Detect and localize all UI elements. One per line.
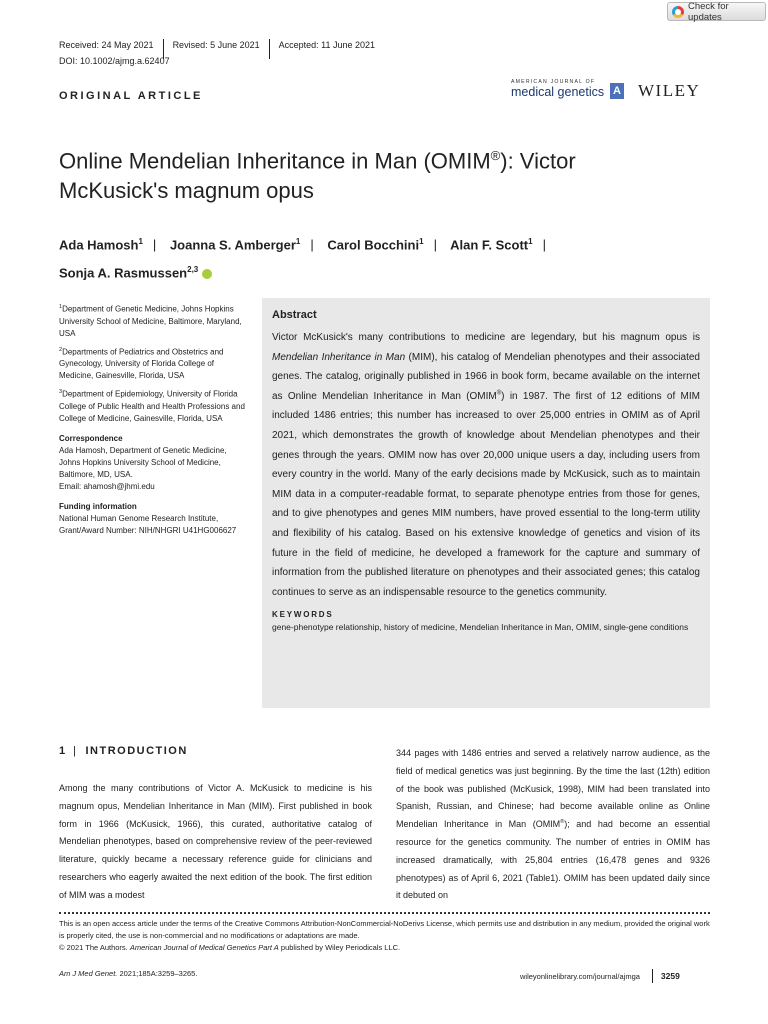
page-separator	[652, 969, 653, 983]
funding-text: National Human Genome Research Institute, Grant/Award Number: NIH/NHGRI U41HG006627	[59, 513, 237, 535]
journal-logo-top: AMERICAN JOURNAL OF	[511, 79, 596, 85]
title-registered-mark: ®	[490, 148, 501, 163]
orcid-icon[interactable]	[202, 269, 212, 279]
page-footer	[520, 969, 680, 983]
affiliation	[59, 344, 247, 383]
abstract-registered-mark: ®	[496, 390, 502, 397]
intro-column-1: Among the many contributions of Victor A. McKusick to medicine is his magnum opus, Mendelian Inheritance in Man (MIM). First published in book form in 1966 (McKusick, 1966), this curated, authoritative catalog of Mendelian phenotypes, based on comprehensive review of the peer-reviewed literature, quickly became a necessary reference guide for clinicians and researchers who eagerly awaited the next edition of the book. The first edition of MIM was a modest	[59, 783, 372, 900]
journal-part-badge: A	[610, 83, 624, 99]
journal-url[interactable]: wileyonlinelibrary.com/journal/ajmga	[520, 971, 640, 981]
affiliation	[59, 386, 247, 425]
abstract-text-part: ) in 1987. The first of 12 editions of MIM included 1486 entries; this number has increased to over 25,000 entries in OMIM as of April 2021, which demonstrates the growth of knowledge about Mendelian phenotypes and their genes through the years. OMIM now has over 20,000 unique users a day, including users from every country in the world. Many of the early decisions made by McKusick, such as to maintain MIM data in a computer-readable format, to separate phenotype entries from those for genes, and to give phenotypes and genes MIM numbers, have proved essential to the long-term utility and flexibility of his catalog. Based on his extensive knowledge of genetics and vision of its future in the field of medicine, he developed a framework for the capture and summary of information from the published literature on phenotypes and their associated genes; this catalog continues to serve as an indispensable resource to the genetics community.	[272, 390, 700, 598]
article-title	[59, 141, 699, 206]
author-name[interactable]: Ada Hamosh	[59, 237, 139, 253]
affiliation-text: Departments of Pediatrics and Obstetrics and Gynecology, University of Florida College of Medicine, Gainesville, Florida, USA	[59, 347, 224, 381]
author-affiliation: 1	[528, 237, 533, 246]
citation-details: 2021;185A:3259–3265.	[117, 969, 198, 978]
article-sidebar	[59, 301, 247, 541]
title-line1-after: ): Victor	[500, 148, 576, 174]
correspondence-text: Ada Hamosh, Department of Genetic Medicine, Johns Hopkins University School of Medicine, Baltimore, MD, USA.	[59, 445, 227, 479]
author-affiliation: 1	[138, 237, 143, 246]
page-number: 3259	[660, 971, 680, 981]
crossmark-icon	[672, 6, 684, 18]
affiliation-number: 3	[59, 389, 63, 396]
publisher-logo: WILEY	[638, 81, 701, 100]
affiliation-number: 1	[59, 304, 63, 310]
abstract-text-italic: Mendelian Inheritance in Man	[272, 351, 406, 363]
article-type: ORIGINAL ARTICLE	[59, 90, 203, 102]
keywords-heading: KEYWORDS	[272, 610, 334, 620]
received-date: Received: 24 May 2021	[59, 40, 154, 50]
intro-text-part: ); and had become an essential resource for the genetics community. The number of entries in OMIM has increased dramatically, with 25,804 entries (16,478 genes and 9326 phenotypes) as of April 6, 2021 (Table1). OMIM has been updated daily since it debuted on	[396, 819, 710, 901]
section-heading-introduction	[59, 745, 188, 757]
doi: DOI: 10.1002/ajmg.a.62407	[59, 56, 170, 66]
author-affiliation: 1	[419, 237, 424, 246]
intro-column-2	[396, 745, 710, 905]
citation-journal: Am J Med Genet.	[59, 969, 118, 978]
title-line1-before: Online Mendelian Inheritance in Man (OMIM	[59, 148, 491, 174]
author-name[interactable]: Joanna S. Amberger	[169, 237, 296, 253]
section-title: INTRODUCTION	[85, 745, 188, 757]
affiliation-number: 2	[59, 346, 63, 353]
author-affiliation: 2,3	[187, 265, 199, 275]
section-number: 1	[59, 745, 66, 757]
funding-heading: Funding information	[59, 501, 137, 511]
abstract-box	[262, 298, 710, 708]
license-notice	[59, 918, 710, 954]
revised-date: Revised: 5 June 2021	[163, 39, 269, 59]
correspondence-email[interactable]: Email: ahamosh@jhmi.edu	[59, 481, 155, 491]
abstract-text-part: Victor McKusick's many contributions to medicine are legendary, but his magnum opus is	[272, 332, 700, 343]
copyright-journal: American Journal of Medical Genetics Part A	[129, 943, 279, 952]
title-line2: McKusick's magnum opus	[59, 178, 314, 204]
journal-logo	[511, 79, 603, 101]
copyright-line	[59, 942, 710, 954]
copyright-before: © 2021 The Authors.	[59, 943, 130, 952]
affiliation	[59, 301, 247, 340]
abstract-heading: Abstract	[272, 309, 317, 321]
author-list: Ada Hamosh$^1$ | Joanna S. Amberger$^1$ | Carol Bocchini$^1$ | Alan F. Scott$^1$ | Sonja A. Rasmussen$^{2,3}$iD	[59, 229, 699, 286]
check-for-updates-label: Check for updates	[688, 0, 729, 23]
abstract-text	[272, 328, 700, 602]
accepted-date: Accepted: 11 June 2021	[269, 39, 384, 59]
affiliation-text: Department of Genetic Medicine, Johns Hopkins University School of Medicine, Baltimore, Maryland, USA	[59, 304, 242, 338]
citation-footer	[59, 969, 197, 978]
author-name[interactable]: Sonja A. Rasmussen	[59, 265, 188, 281]
author-affiliation: 1	[295, 237, 301, 246]
section-separator: |	[73, 745, 78, 757]
author-name[interactable]: Alan F. Scott	[450, 237, 529, 253]
license-text: This is an open access article under the terms of the Creative Commons Attribution-NonCommercial-NoDerivs License, which permits use and distribution in any medium, provided the original work is properly cited, the use is non-commercial and no modifications or adaptations are made.	[59, 919, 710, 940]
intro-text-part: 344 pages with 1486 entries and served a relatively narrow audience, as the field of medical genetics was just beginning. By the time the last (12th) edition of the book was published (McKusick, 1998), MIM had been translated into Spanish, Russian, and Chinese; had become available online as Online Mendelian Inheritance in Man (OMIM	[396, 748, 710, 830]
journal-logo-name: medical genetics	[511, 85, 605, 99]
abstract-text-part: (MIM), his catalog of Mendelian phenotypes and their associated genes. The catalog, originally published in 1966 in book form, became available on the internet as Online Mendelian Inheritance in Man (OMIM	[272, 351, 700, 402]
footnote-divider	[59, 912, 710, 914]
intro-registered-mark: ®	[560, 819, 565, 826]
correspondence-heading: Correspondence	[59, 433, 123, 443]
check-for-updates-button[interactable]	[667, 2, 766, 21]
keywords-text: gene-phenotype relationship, history of medicine, Mendelian Inheritance in Man, OMIM, single-gene conditions	[272, 622, 689, 633]
copyright-after: published by Wiley Periodicals LLC.	[278, 943, 401, 952]
affiliation-text: Department of Epidemiology, University of Florida College of Public Health and Health Professions and College of Medicine, Gainesville, Florida, USA	[59, 389, 245, 423]
author-name[interactable]: Carol Bocchini	[327, 237, 420, 253]
